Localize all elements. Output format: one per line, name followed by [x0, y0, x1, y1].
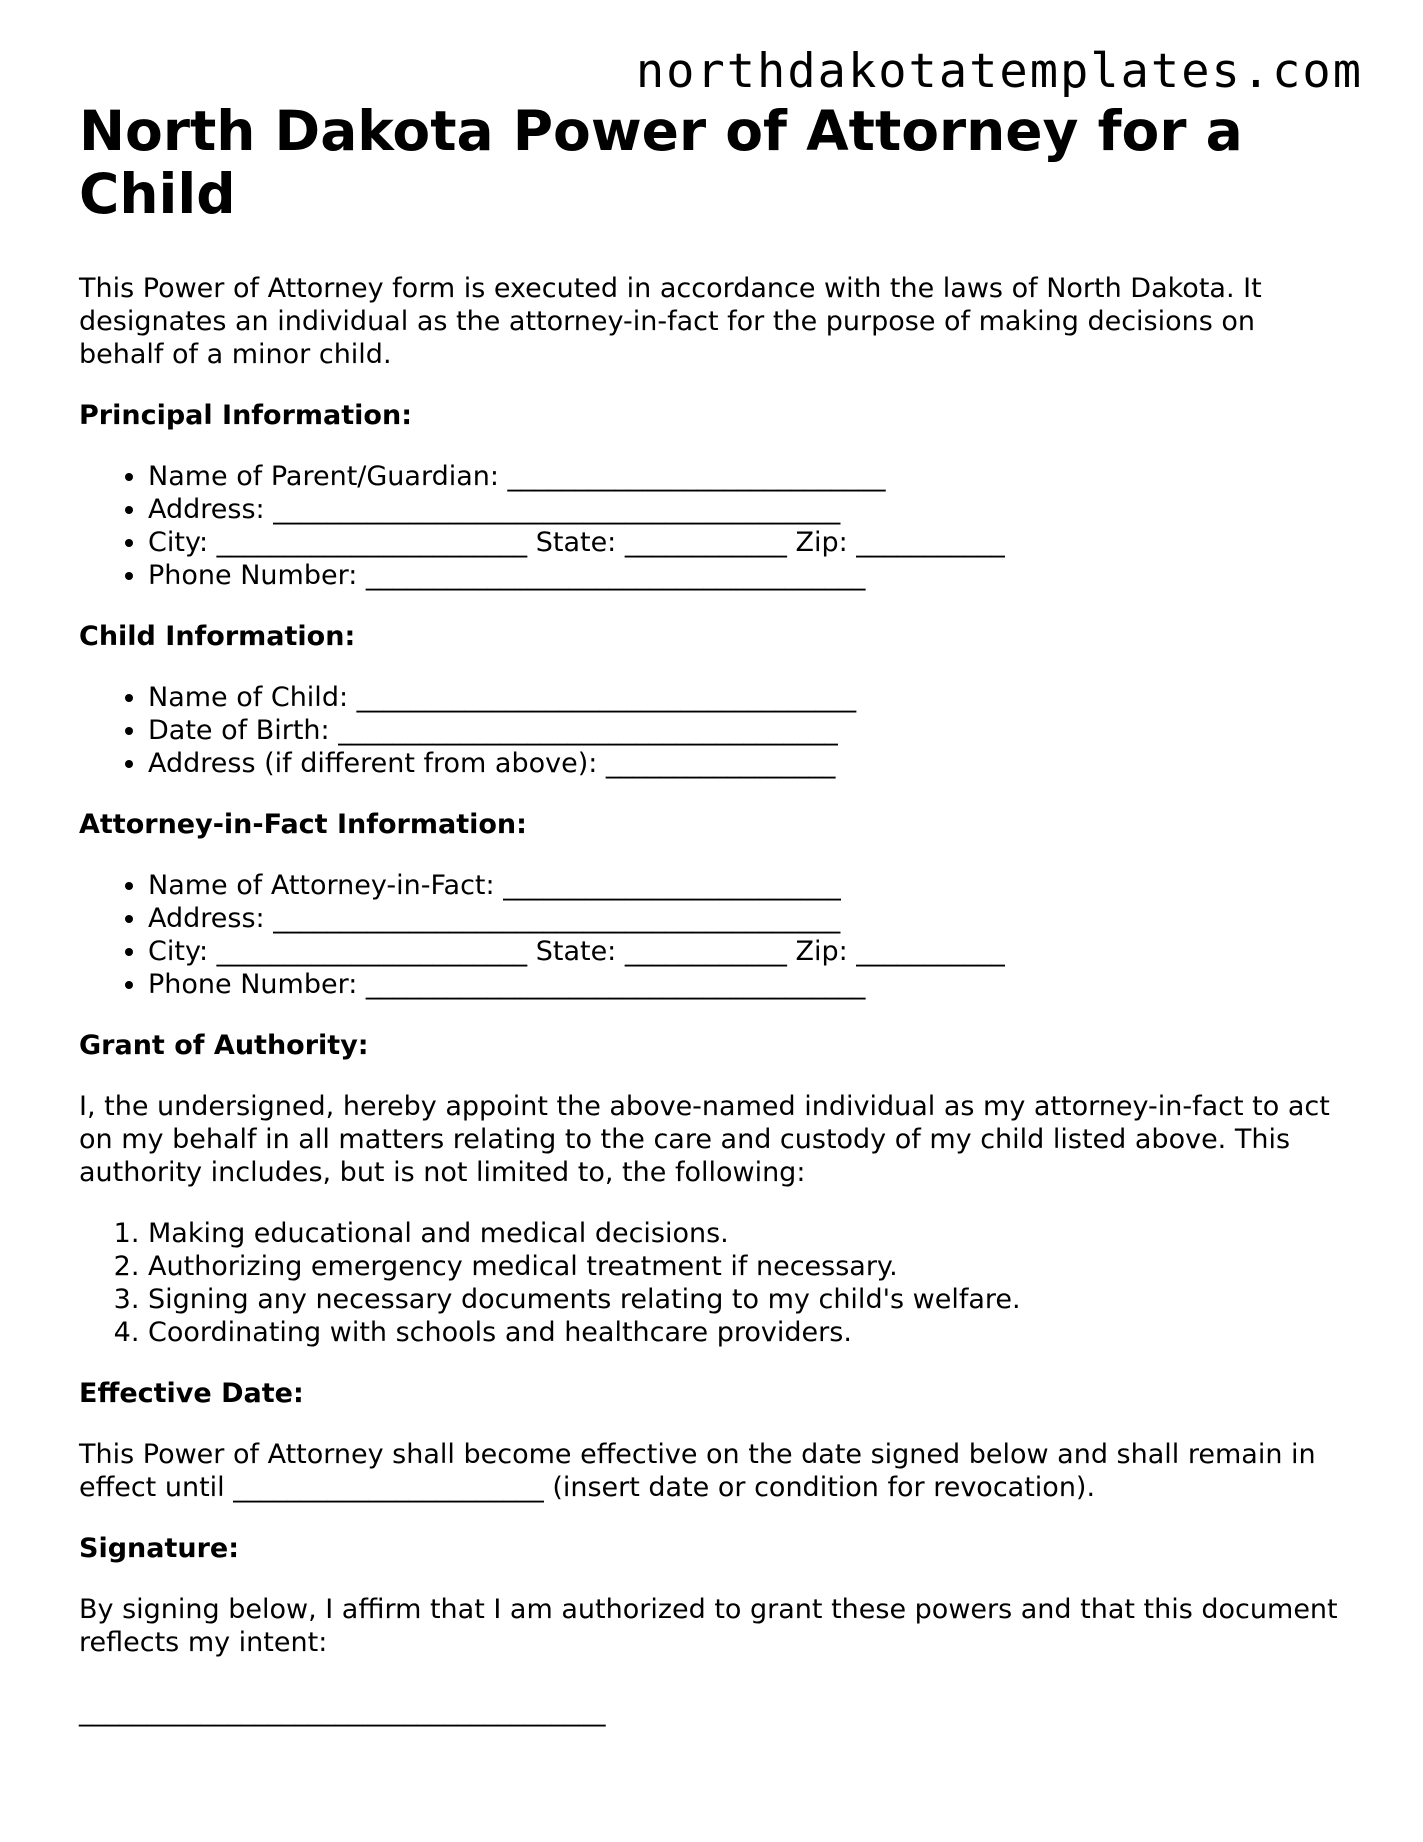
grant-item: 3. Signing any necessary documents relating to my child's welfare.	[148, 1283, 1344, 1316]
attorney-list	[79, 869, 1344, 1001]
attorney-city-state-zip-field: • City: _______________________ State: ____________ Zip: ___________	[148, 935, 1344, 968]
attorney-phone-field: • Phone Number: _____________________________________	[148, 968, 1344, 1001]
grant-item: 2. Authorizing emergency medical treatment if necessary.	[148, 1250, 1344, 1283]
signature-line: _______________________________________	[79, 1696, 606, 1727]
child-address-field: • Address (if different from above): _________________	[148, 747, 1344, 780]
principal-address-field: • Address: __________________________________________	[148, 493, 1344, 526]
site-watermark: northdakotatemplates.com	[635, 44, 1363, 99]
effective-paragraph: This Power of Attorney shall become effective on the date signed below and shall remain in effect until _______________________ (insert date or condition for revocation).	[79, 1439, 1316, 1503]
intro-paragraph: This Power of Attorney form is executed in accordance with the laws of North Dakota. It designates an individual as the attorney-in-fact for the purpose of making decisions on behalf of a minor child.	[79, 273, 1262, 370]
grant-list	[79, 1217, 1344, 1349]
grant-paragraph: I, the undersigned, hereby appoint the above-named individual as my attorney-in-fact to act on my behalf in all matters relating to the care and custody of my child listed above. This authority includes, but is not limited to, the following:	[79, 1091, 1330, 1188]
grant-item: 4. Coordinating with schools and healthcare providers.	[148, 1316, 1344, 1349]
principal-list	[79, 460, 1344, 592]
principal-phone-field: • Phone Number: _____________________________________	[148, 559, 1344, 592]
document-page	[79, 100, 1344, 1728]
principal-name-field: • Name of Parent/Guardian: ____________________________	[148, 460, 1344, 493]
child-heading: Child Information:	[79, 621, 356, 652]
signature-heading: Signature:	[79, 1533, 240, 1564]
effective-heading: Effective Date:	[79, 1378, 304, 1409]
grant-heading: Grant of Authority:	[79, 1030, 369, 1061]
child-name-field: • Name of Child: _____________________________________	[148, 681, 1344, 714]
child-dob-field: • Date of Birth: _____________________________________	[148, 714, 1344, 747]
signature-paragraph: By signing below, I affirm that I am authorized to grant these powers and that this document reflects my intent:	[79, 1594, 1338, 1658]
principal-heading: Principal Information:	[79, 400, 413, 431]
attorney-heading: Attorney-in-Fact Information:	[79, 809, 527, 840]
attorney-address-field: • Address: __________________________________________	[148, 902, 1344, 935]
principal-city-state-zip-field: • City: _______________________ State: ____________ Zip: ___________	[148, 526, 1344, 559]
child-list	[79, 681, 1344, 780]
document-title: North Dakota Power of Attorney for a Child	[79, 99, 1243, 226]
grant-item: 1. Making educational and medical decisions.	[148, 1217, 1344, 1250]
attorney-name-field: • Name of Attorney-in-Fact: _________________________	[148, 869, 1344, 902]
